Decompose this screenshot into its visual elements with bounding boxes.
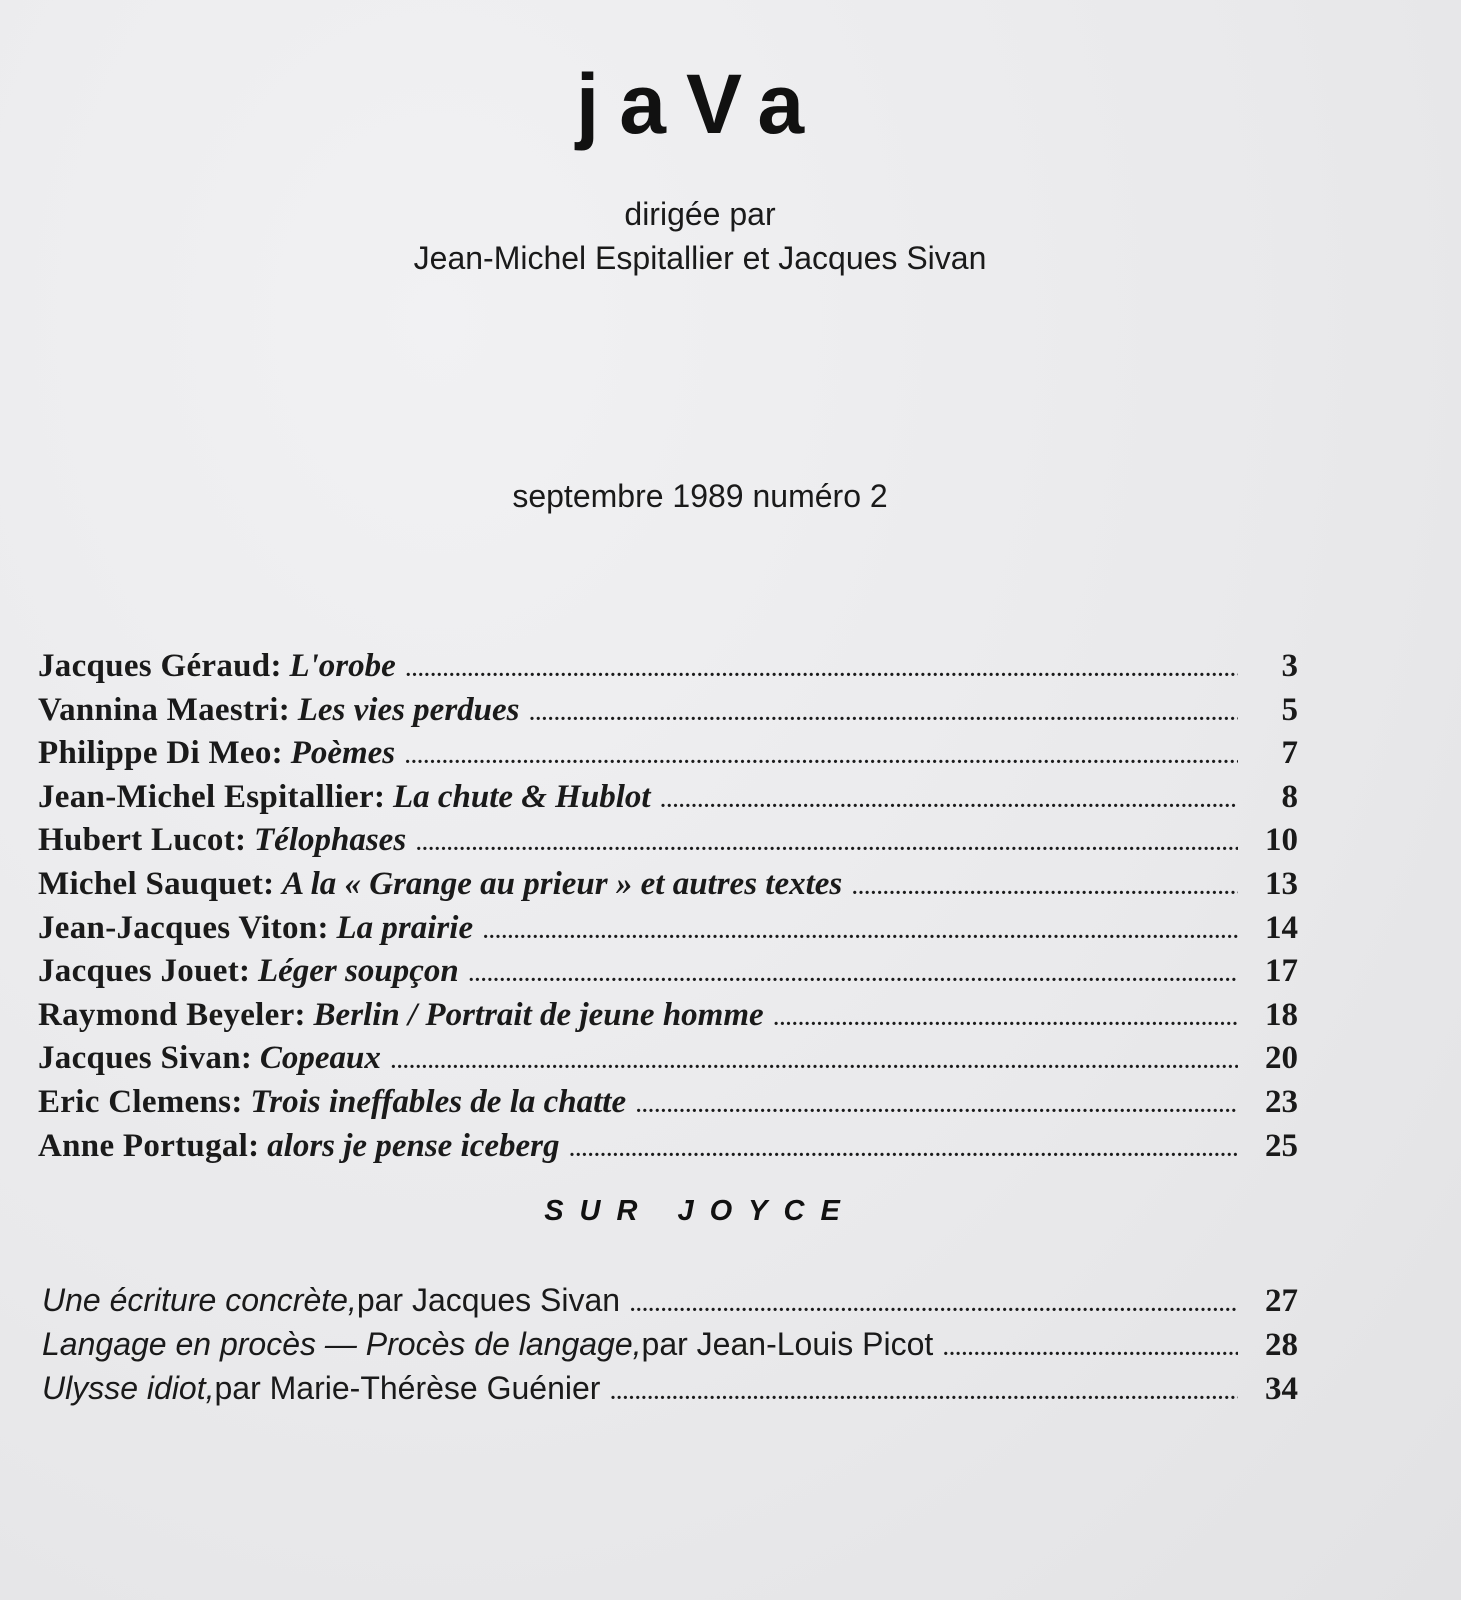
toc-separator: : (317, 909, 329, 946)
toc-entry (38, 1084, 1298, 1128)
toc-page-number: 7 (1281, 735, 1298, 772)
toc-page-number: 28 (1265, 1327, 1298, 1363)
toc-author: Michel Sauquet (38, 865, 264, 902)
toc-author: Vannina Maestri (38, 691, 279, 728)
dot-leader (636, 1095, 1238, 1118)
toc-work-title: La chute & Hublot (392, 778, 651, 815)
toc-page-number: 3 (1281, 648, 1298, 684)
toc-author: Jacques Jouet (38, 953, 239, 990)
toc-work-title: Léger soupçon (257, 953, 459, 990)
toc-entry (42, 1282, 1298, 1326)
toc-work-title: Berlin / Portrait de jeune homme (313, 996, 764, 1033)
toc-work-title: Langage en procès — Procès de langage, (42, 1326, 642, 1362)
dot-leader (943, 1338, 1238, 1361)
toc-separator: : (294, 996, 306, 1033)
toc-work-title: Copeaux (259, 1040, 381, 1077)
dot-leader (774, 1008, 1238, 1031)
journal-title: jaVa (575, 57, 825, 151)
toc-entry (38, 953, 1298, 997)
editorial-credit (0, 192, 1400, 280)
toc-author: Jacques Sivan (38, 1040, 241, 1077)
toc-page-number: 14 (1265, 909, 1298, 946)
toc-work-title: La prairie (336, 909, 474, 946)
dot-leader (391, 1051, 1238, 1074)
toc-separator: : (235, 822, 247, 859)
toc-author: Jean-Michel Espitallier (38, 778, 374, 815)
dot-leader (405, 746, 1238, 769)
toc-author: Anne Portugal (38, 1127, 249, 1164)
dot-leader (570, 1139, 1238, 1162)
dot-leader (469, 964, 1238, 987)
toc-author: Jacques Géraud (38, 648, 271, 684)
dot-leader (530, 703, 1238, 726)
dot-leader (406, 659, 1238, 682)
toc-page-number: 13 (1265, 865, 1298, 902)
directed-by-label: dirigée par (624, 196, 776, 232)
toc-page-number: 23 (1265, 1083, 1298, 1120)
toc-work-title: L'orobe (289, 648, 396, 684)
toc-page-number: 20 (1265, 1040, 1298, 1077)
toc-byline: par Marie-Thérèse Guénier (214, 1370, 601, 1406)
toc-entry (38, 648, 1298, 692)
sur-joyce-contents (42, 1282, 1298, 1414)
toc-work-title: Les vies perdues (297, 691, 520, 728)
dot-leader (661, 790, 1238, 813)
dot-leader (416, 833, 1238, 856)
toc-page-number: 27 (1265, 1283, 1298, 1319)
toc-entry (42, 1370, 1298, 1414)
dot-leader (630, 1294, 1238, 1317)
toc-separator: : (263, 865, 275, 902)
toc-entry (38, 692, 1298, 736)
toc-work-title: Poèmes (290, 735, 396, 772)
toc-page-number: 25 (1265, 1127, 1298, 1164)
toc-page-number: 5 (1281, 691, 1298, 728)
section-heading-sur-joyce: SUR JOYCE (544, 1195, 856, 1227)
toc-separator: : (271, 735, 283, 772)
table-of-contents (38, 648, 1298, 1171)
toc-entry (38, 866, 1298, 910)
toc-work-title: alors je pense iceberg (267, 1127, 560, 1164)
toc-author: Jean-Jacques Viton (38, 909, 318, 946)
toc-entry (38, 910, 1298, 954)
dot-leader (483, 921, 1238, 944)
toc-entry (38, 735, 1298, 779)
toc-author: Hubert Lucot (38, 822, 236, 859)
dot-leader (610, 1382, 1238, 1405)
toc-work-title: Ulysse idiot, (42, 1370, 215, 1406)
toc-entry (38, 1040, 1298, 1084)
toc-author: Eric Clemens (38, 1083, 232, 1120)
toc-byline: par Jacques Sivan (356, 1282, 621, 1318)
toc-entry (42, 1326, 1298, 1370)
toc-byline: par Jean-Louis Picot (641, 1326, 934, 1362)
toc-work-title: Trois ineffables de la chatte (250, 1083, 627, 1120)
toc-author: Philippe Di Meo (38, 735, 272, 772)
toc-entry (38, 822, 1298, 866)
dot-leader (852, 877, 1238, 900)
toc-separator: : (231, 1083, 243, 1120)
toc-separator: : (238, 953, 250, 990)
toc-entry (38, 997, 1298, 1041)
toc-page-number: 8 (1281, 778, 1298, 815)
toc-page-number: 17 (1265, 953, 1298, 990)
toc-page-number: 10 (1265, 822, 1298, 859)
toc-work-title: A la « Grange au prieur » et autres textes (282, 865, 843, 902)
toc-work-title: Télophases (254, 822, 407, 859)
toc-separator: : (373, 778, 385, 815)
toc-separator: : (240, 1040, 252, 1077)
toc-page-number: 34 (1265, 1371, 1298, 1407)
toc-separator: : (270, 648, 282, 684)
editors-names: Jean-Michel Espitallier et Jacques Sivan (413, 240, 987, 276)
toc-separator: : (248, 1127, 260, 1164)
issue-date: septembre 1989 numéro 2 (512, 478, 888, 514)
toc-author: Raymond Beyeler (38, 996, 295, 1033)
toc-page-number: 18 (1265, 996, 1298, 1033)
toc-entry (38, 1128, 1298, 1172)
toc-work-title: Une écriture concrète, (42, 1282, 357, 1318)
toc-separator: : (278, 691, 290, 728)
toc-entry (38, 779, 1298, 823)
